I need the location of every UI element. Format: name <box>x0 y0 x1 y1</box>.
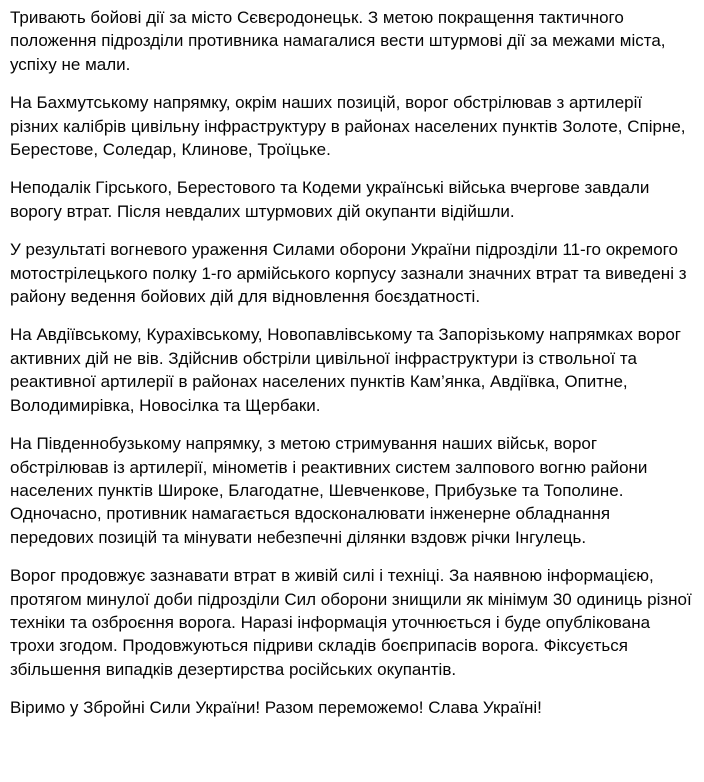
paragraph-enemy-losses: Ворог продовжує зазнавати втрат в живій силі і техніці. За наявною інформацією, протягом минулої доби підрозділи Сил оборони знищили як мінімум 30 одиниць різної техніки та озброєння ворога. Наразі інформація уточнюється і буде опублікована трохи згодом. Продовжуються підриви складів боєприпасів ворога. Фіксується збільшення випадків дезертирства російських окупантів. <box>10 566 692 679</box>
paragraph-severodonetsk: Тривають бойові дії за місто Сєвєродонецьк. З метою покращення тактичного положення підрозділи противника намагалися вести штурмові дії за межами міста, успіху не мали. <box>10 8 666 74</box>
paragraph-closing: Віримо у Збройні Сили України! Разом переможемо! Слава Україні! <box>10 698 542 718</box>
paragraph-hirske-losses: Неподалік Гірського, Берестового та Кодеми українські війська вчергове завдали ворогу втрат. Після невдалих штурмових дій окупанти відійшли. <box>10 178 650 221</box>
paragraph-south-buh-direction: На Південнобузькому напрямку, з метою стримування наших військ, ворог обстрілював із артилерії, мінометів і реактивних систем залпового вогню райони населених пунктів Широке, Благодатне, Шевченкове, Прибузьке та Тополине. Одночасно, противник намагається вдосконалювати інженерне обладнання передових позицій та мінувати небезпечні ділянки вздовж річки Інгулець. <box>10 434 648 547</box>
paragraph-avdiivka-direction: На Авдіївському, Курахівському, Новопавлівському та Запорізькому напрямках ворог активних дій не вів. Здійснив обстріли цивільної інфраструктури із ствольної та реактивної артилерії в районах населених пунктів Кам’янка, Авдіївка, Опитне, Володимирівка, Новосілка та Щербаки. <box>10 325 681 415</box>
paragraph-bakhmut-direction: На Бахмутському напрямку, окрім наших позицій, ворог обстрілював з артилерії різних калібрів цивільну інфраструктуру в районах населених пунктів Золоте, Спірне, Берестове, Соледар, Клинове, Троїцьке. <box>10 93 686 160</box>
paragraph-fire-damage: У результаті вогневого ураження Силами оборони України підрозділи 11-го окремого мотострілецького полку 1-го армійського корпусу зазнали значних втрат та виведені з району ведення бойових дій для відновлення боєздатності. <box>10 240 687 307</box>
